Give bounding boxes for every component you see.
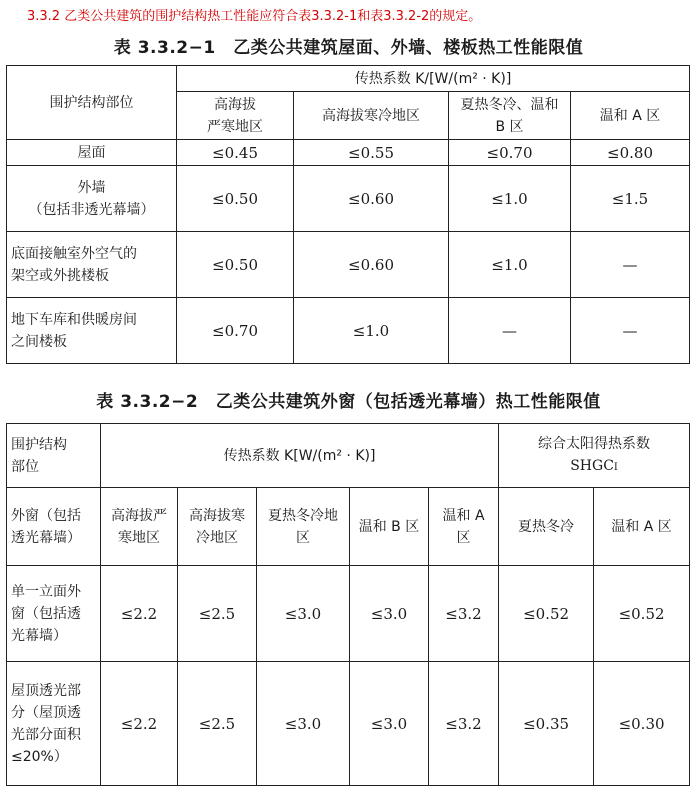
cell-value: ≤0.30 bbox=[594, 662, 690, 786]
table-row bbox=[7, 566, 690, 662]
zone-header: 温和 A 区 bbox=[429, 488, 499, 566]
table-row bbox=[7, 166, 690, 232]
header-k: 传热系数 K/[W/(m² · K)] bbox=[177, 66, 690, 92]
header-part: 围护结构部位 bbox=[7, 66, 177, 140]
cell-value: ≤0.35 bbox=[499, 662, 594, 786]
cell-value: — bbox=[449, 298, 571, 364]
cell-value: ≤3.0 bbox=[257, 566, 350, 662]
cell-value: ≤1.0 bbox=[449, 232, 571, 298]
zone-header: 温和 A 区 bbox=[571, 92, 690, 140]
cell-value: ≤1.0 bbox=[449, 166, 571, 232]
cell-value: ≤1.5 bbox=[571, 166, 690, 232]
row-label: 屋面 bbox=[7, 140, 177, 166]
cell-value: ≤3.2 bbox=[429, 566, 499, 662]
table-row bbox=[7, 232, 690, 298]
cell-value: ≤0.60 bbox=[294, 232, 449, 298]
row-label: 单一立面外 窗（包括透 光幕墙） bbox=[7, 566, 101, 662]
cell-value: ≤0.70 bbox=[449, 140, 571, 166]
cell-value: ≤0.50 bbox=[177, 232, 294, 298]
row-label: 屋顶透光部 分（屋顶透 光部分面积 ≤20%） bbox=[7, 662, 101, 786]
row-label: 地下车库和供暖房间 之间楼板 bbox=[7, 298, 177, 364]
cell-value: ≤3.2 bbox=[429, 662, 499, 786]
zone-header: 高海拔寒冷地区 bbox=[294, 92, 449, 140]
cell-value: ≤0.45 bbox=[177, 140, 294, 166]
zone-header: 高海拔 严寒地区 bbox=[177, 92, 294, 140]
cell-value: ≤0.70 bbox=[177, 298, 294, 364]
zone-header: 温和 B 区 bbox=[350, 488, 429, 566]
header-shgc bbox=[499, 424, 690, 488]
zone-header: 高海拔寒 冷地区 bbox=[178, 488, 257, 566]
zone-header: 夏热冬冷、温和 B 区 bbox=[449, 92, 571, 140]
header-part: 围护结构 部位 bbox=[7, 424, 101, 488]
row-label: 底面接触室外空气的 架空或外挑楼板 bbox=[7, 232, 177, 298]
cell-value: ≤0.55 bbox=[294, 140, 449, 166]
table2-caption: 表 3.3.2−2 乙类公共建筑外窗（包括透光幕墙）热工性能限值 bbox=[96, 392, 601, 412]
table2 bbox=[6, 423, 690, 786]
cell-value: ≤3.0 bbox=[350, 662, 429, 786]
cell-value: ≤0.52 bbox=[499, 566, 594, 662]
cell-value: ≤1.0 bbox=[294, 298, 449, 364]
header-k: 传热系数 K[W/(m² · K)] bbox=[101, 424, 499, 488]
cell-value: ≤0.80 bbox=[571, 140, 690, 166]
cell-value: ≤2.5 bbox=[178, 566, 257, 662]
cell-value: ≤3.0 bbox=[350, 566, 429, 662]
table1-caption: 表 3.3.2−1 乙类公共建筑屋面、外墙、楼板热工性能限值 bbox=[113, 38, 584, 58]
intro-text: 3.3.2 乙类公共建筑的围护结构热工性能应符合表3.3.2-1和表3.3.2-2的规定。 bbox=[27, 9, 482, 24]
cell-value: ≤2.2 bbox=[101, 566, 178, 662]
cell-value: ≤3.0 bbox=[257, 662, 350, 786]
header-shgc-line1: 综合太阳得热系数 bbox=[538, 435, 651, 452]
cell-value: — bbox=[571, 232, 690, 298]
table-row bbox=[7, 298, 690, 364]
cell-value: ≤2.2 bbox=[101, 662, 178, 786]
row-label: 外墙 （包括非透光幕墙） bbox=[7, 166, 177, 232]
shgc-subscript: I bbox=[613, 461, 618, 473]
cell-value: ≤0.52 bbox=[594, 566, 690, 662]
zone-header: 温和 A 区 bbox=[594, 488, 690, 566]
cell-value: — bbox=[571, 298, 690, 364]
cell-value: ≤2.5 bbox=[178, 662, 257, 786]
cell-value: ≤0.60 bbox=[294, 166, 449, 232]
row-label: 外窗（包括 透光幕墙） bbox=[7, 488, 101, 566]
table-row bbox=[7, 662, 690, 786]
shgc-label: SHGC bbox=[570, 457, 614, 474]
header-shgc-line2 bbox=[503, 455, 685, 479]
table1 bbox=[6, 65, 690, 364]
zone-header: 夏热冬冷 bbox=[499, 488, 594, 566]
zone-header: 高海拔严 寒地区 bbox=[101, 488, 178, 566]
table-row bbox=[7, 140, 690, 166]
zone-header: 夏热冬冷地 区 bbox=[257, 488, 350, 566]
cell-value: ≤0.50 bbox=[177, 166, 294, 232]
